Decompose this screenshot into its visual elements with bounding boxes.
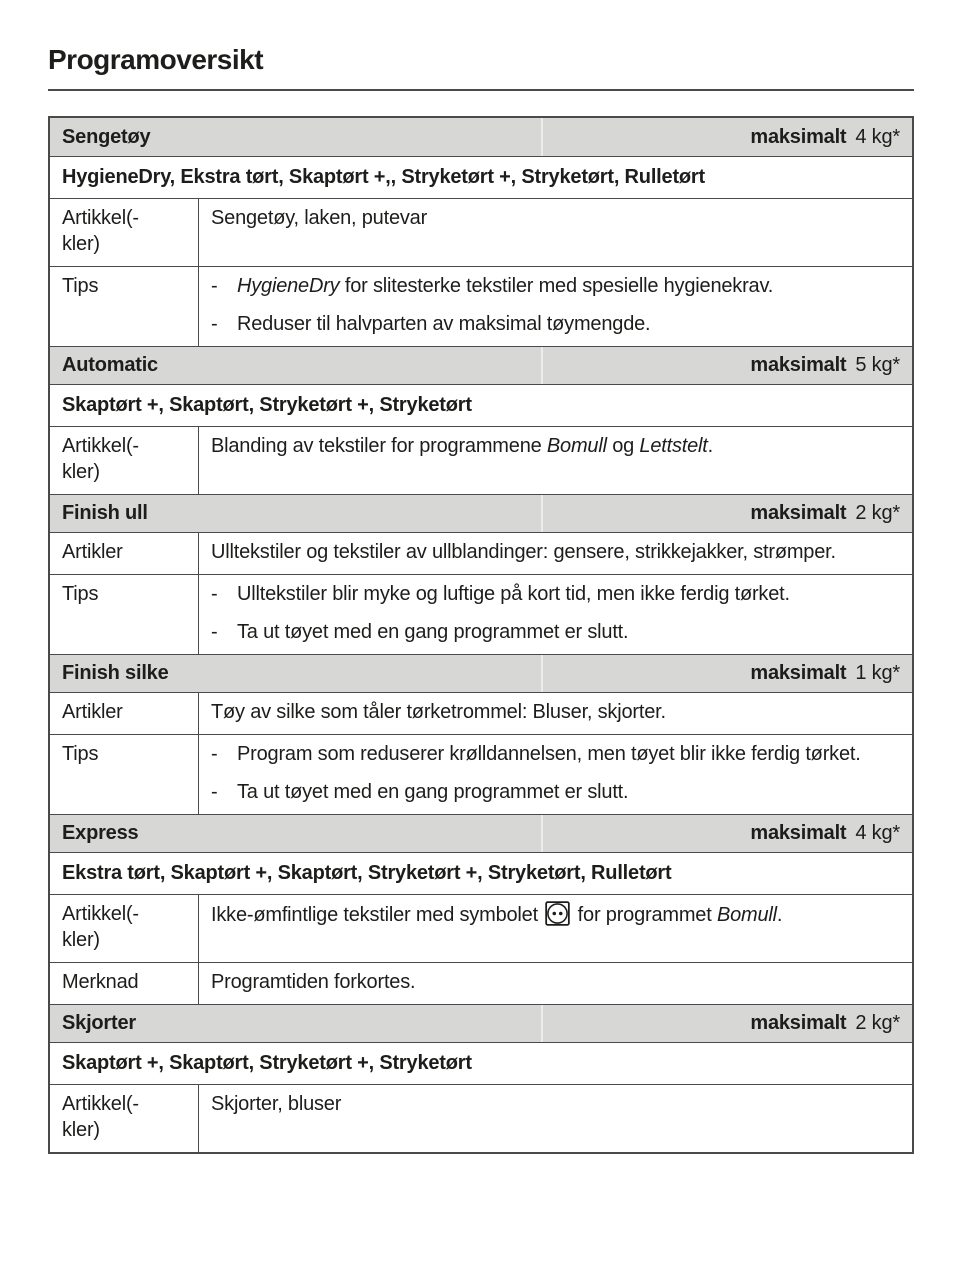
section-max-load	[750, 354, 900, 377]
row-label-line: Artikkel(-	[62, 435, 139, 457]
table-row-express-merknad	[50, 962, 912, 1004]
max-load-value: 2 kg*	[855, 502, 900, 524]
section-name: Sengetøy	[62, 125, 151, 148]
program-name-italic: Lettstelt	[639, 435, 708, 457]
section-max-load	[750, 662, 900, 685]
row-content	[199, 693, 912, 734]
max-load-label: maksimalt	[750, 1012, 847, 1034]
row-content	[199, 1085, 912, 1152]
max-load-value: 2 kg*	[855, 1012, 900, 1034]
row-content	[199, 533, 912, 574]
text-segment: Program som reduserer krølldannelsen, men tøyet blir ikke ferdig tørket.	[237, 743, 861, 765]
max-load-value: 5 kg*	[855, 354, 900, 376]
table-row-finish-ull-tips	[50, 574, 912, 654]
row-label-line: Merknad	[62, 971, 139, 993]
section-name: Automatic	[62, 354, 158, 376]
row-label	[50, 199, 199, 266]
bullet-marker: -	[211, 781, 218, 803]
row-label-line: kler)	[62, 461, 100, 483]
text-segment: Ulltekstiler blir myke og luftige på kort tid, men ikke ferdig tørket.	[237, 583, 790, 605]
bullet-text	[237, 311, 650, 337]
text-segment: Tøy av silke som tåler tørketrommel: Bluser, skjorter.	[211, 701, 666, 723]
program-name-italic: Bomull	[546, 435, 607, 457]
table-row-skjorter-artikkel	[50, 1084, 912, 1152]
bullet-text	[237, 273, 773, 299]
section-name: Finish ull	[62, 502, 148, 524]
bullet-item	[211, 311, 900, 337]
bullet-text	[237, 581, 790, 607]
section-programs-express: Ekstra tørt, Skaptørt +, Skaptørt, Stryketørt +, Stryketørt, Rulletørt	[50, 852, 912, 894]
text-segment: for slitesterke tekstiler med spesielle hygienekrav.	[339, 275, 774, 297]
program-name-italic: Bomull	[716, 904, 777, 926]
section-max-load	[750, 822, 900, 845]
text-segment: Ikke-ømfintlige tekstiler med symbolet	[211, 904, 544, 926]
row-label-line: Artikkel(-	[62, 903, 139, 925]
section-header-skjorter	[50, 1004, 912, 1042]
text-segment: .	[776, 904, 783, 926]
section-max-load	[750, 126, 900, 149]
row-label-line: kler)	[62, 233, 100, 255]
section-name: Express	[62, 822, 139, 844]
row-label	[50, 693, 199, 734]
max-load-value: 4 kg*	[855, 125, 900, 148]
section-header-express	[50, 814, 912, 852]
row-label-line: Artikkel(-	[62, 207, 139, 229]
row-label-line: Artikler	[62, 701, 123, 723]
row-content	[199, 735, 912, 814]
bullet-item	[211, 619, 900, 645]
row-label	[50, 895, 199, 962]
text-segment: Reduser til halvparten av maksimal tøymengde.	[237, 313, 651, 335]
bullet-item	[211, 273, 900, 299]
table-row-express-artikkel	[50, 894, 912, 962]
row-label	[50, 533, 199, 574]
section-max-load	[750, 1012, 900, 1035]
section-programs-automatic: Skaptørt +, Skaptørt, Stryketørt +, Stryketørt	[50, 384, 912, 426]
bullet-item	[211, 741, 900, 767]
max-load-label: maksimalt	[750, 662, 847, 684]
bullet-text	[237, 619, 628, 645]
row-label	[50, 427, 199, 494]
text-segment: Programtiden forkortes.	[211, 971, 416, 993]
max-load-value: 4 kg*	[855, 822, 900, 844]
bullet-marker: -	[211, 313, 218, 335]
row-label	[50, 267, 199, 346]
program-name-italic: HygieneDry	[237, 275, 340, 297]
row-content	[199, 895, 912, 962]
text-segment: Sengetøy, laken, putevar	[211, 207, 428, 229]
max-load-label: maksimalt	[750, 502, 847, 524]
row-content	[199, 267, 912, 346]
row-label-line: Artikkel(-	[62, 1093, 139, 1115]
row-content	[199, 427, 912, 494]
table-row-automatic-artikkel	[50, 426, 912, 494]
section-programs-skjorter: Skaptørt +, Skaptørt, Stryketørt +, Stryketørt	[50, 1042, 912, 1084]
text-segment: Ta ut tøyet med en gang programmet er slutt.	[237, 621, 629, 643]
row-label	[50, 1085, 199, 1152]
table-row-finish-silke-tips	[50, 734, 912, 814]
row-label-line: kler)	[62, 1119, 100, 1141]
table-row-senget-y-tips	[50, 266, 912, 346]
row-label-line: kler)	[62, 929, 100, 951]
row-label	[50, 735, 199, 814]
bullet-marker: -	[211, 275, 218, 297]
bullet-marker: -	[211, 621, 218, 643]
section-header-finish-ull	[50, 494, 912, 532]
bullet-marker: -	[211, 743, 218, 765]
row-label-line: Tips	[62, 743, 99, 765]
text-segment: .	[707, 435, 714, 457]
row-label-line: Artikler	[62, 541, 123, 563]
max-load-label: maksimalt	[750, 125, 847, 148]
text-segment: for programmet	[572, 904, 717, 926]
text-segment: Blanding av tekstiler for programmene	[211, 435, 547, 457]
row-label-line: Tips	[62, 275, 99, 297]
section-max-load	[750, 502, 900, 525]
bullet-item	[211, 581, 900, 607]
max-load-label: maksimalt	[750, 822, 847, 844]
bullet-text	[237, 779, 628, 805]
table-row-finish-ull-artikler	[50, 532, 912, 574]
max-load-value: 1 kg*	[855, 662, 900, 684]
program-overview-table	[48, 116, 914, 1154]
page-title: Programoversikt	[48, 44, 264, 75]
row-content	[199, 575, 912, 654]
row-content	[199, 199, 912, 266]
row-content	[199, 963, 912, 1004]
section-header-automatic	[50, 346, 912, 384]
bullet-text	[237, 741, 861, 767]
text-segment: Ulltekstiler og tekstiler av ullblandinger: gensere, strikkejakker, strømper.	[211, 541, 836, 563]
row-label-line: Tips	[62, 583, 99, 605]
bullet-item	[211, 779, 900, 805]
section-header-finish-silke	[50, 654, 912, 692]
section-name: Skjorter	[62, 1012, 136, 1034]
table-row-finish-silke-artikler	[50, 692, 912, 734]
title-divider	[48, 89, 914, 91]
text-segment: Skjorter, bluser	[211, 1093, 342, 1115]
tumble-dry-two-dots-icon	[545, 901, 570, 926]
max-load-label: maksimalt	[750, 354, 847, 376]
section-header-senget-y	[50, 118, 912, 156]
text-segment: og	[606, 435, 640, 457]
text-segment: Ta ut tøyet med en gang programmet er slutt.	[237, 781, 629, 803]
table-row-senget-y-artikkel	[50, 198, 912, 266]
section-name: Finish silke	[62, 662, 169, 684]
bullet-marker: -	[211, 583, 218, 605]
row-label	[50, 963, 199, 1004]
row-label	[50, 575, 199, 654]
section-programs-senget-y: HygieneDry, Ekstra tørt, Skaptørt +,, Stryketørt +, Stryketørt, Rulletørt	[50, 156, 912, 198]
